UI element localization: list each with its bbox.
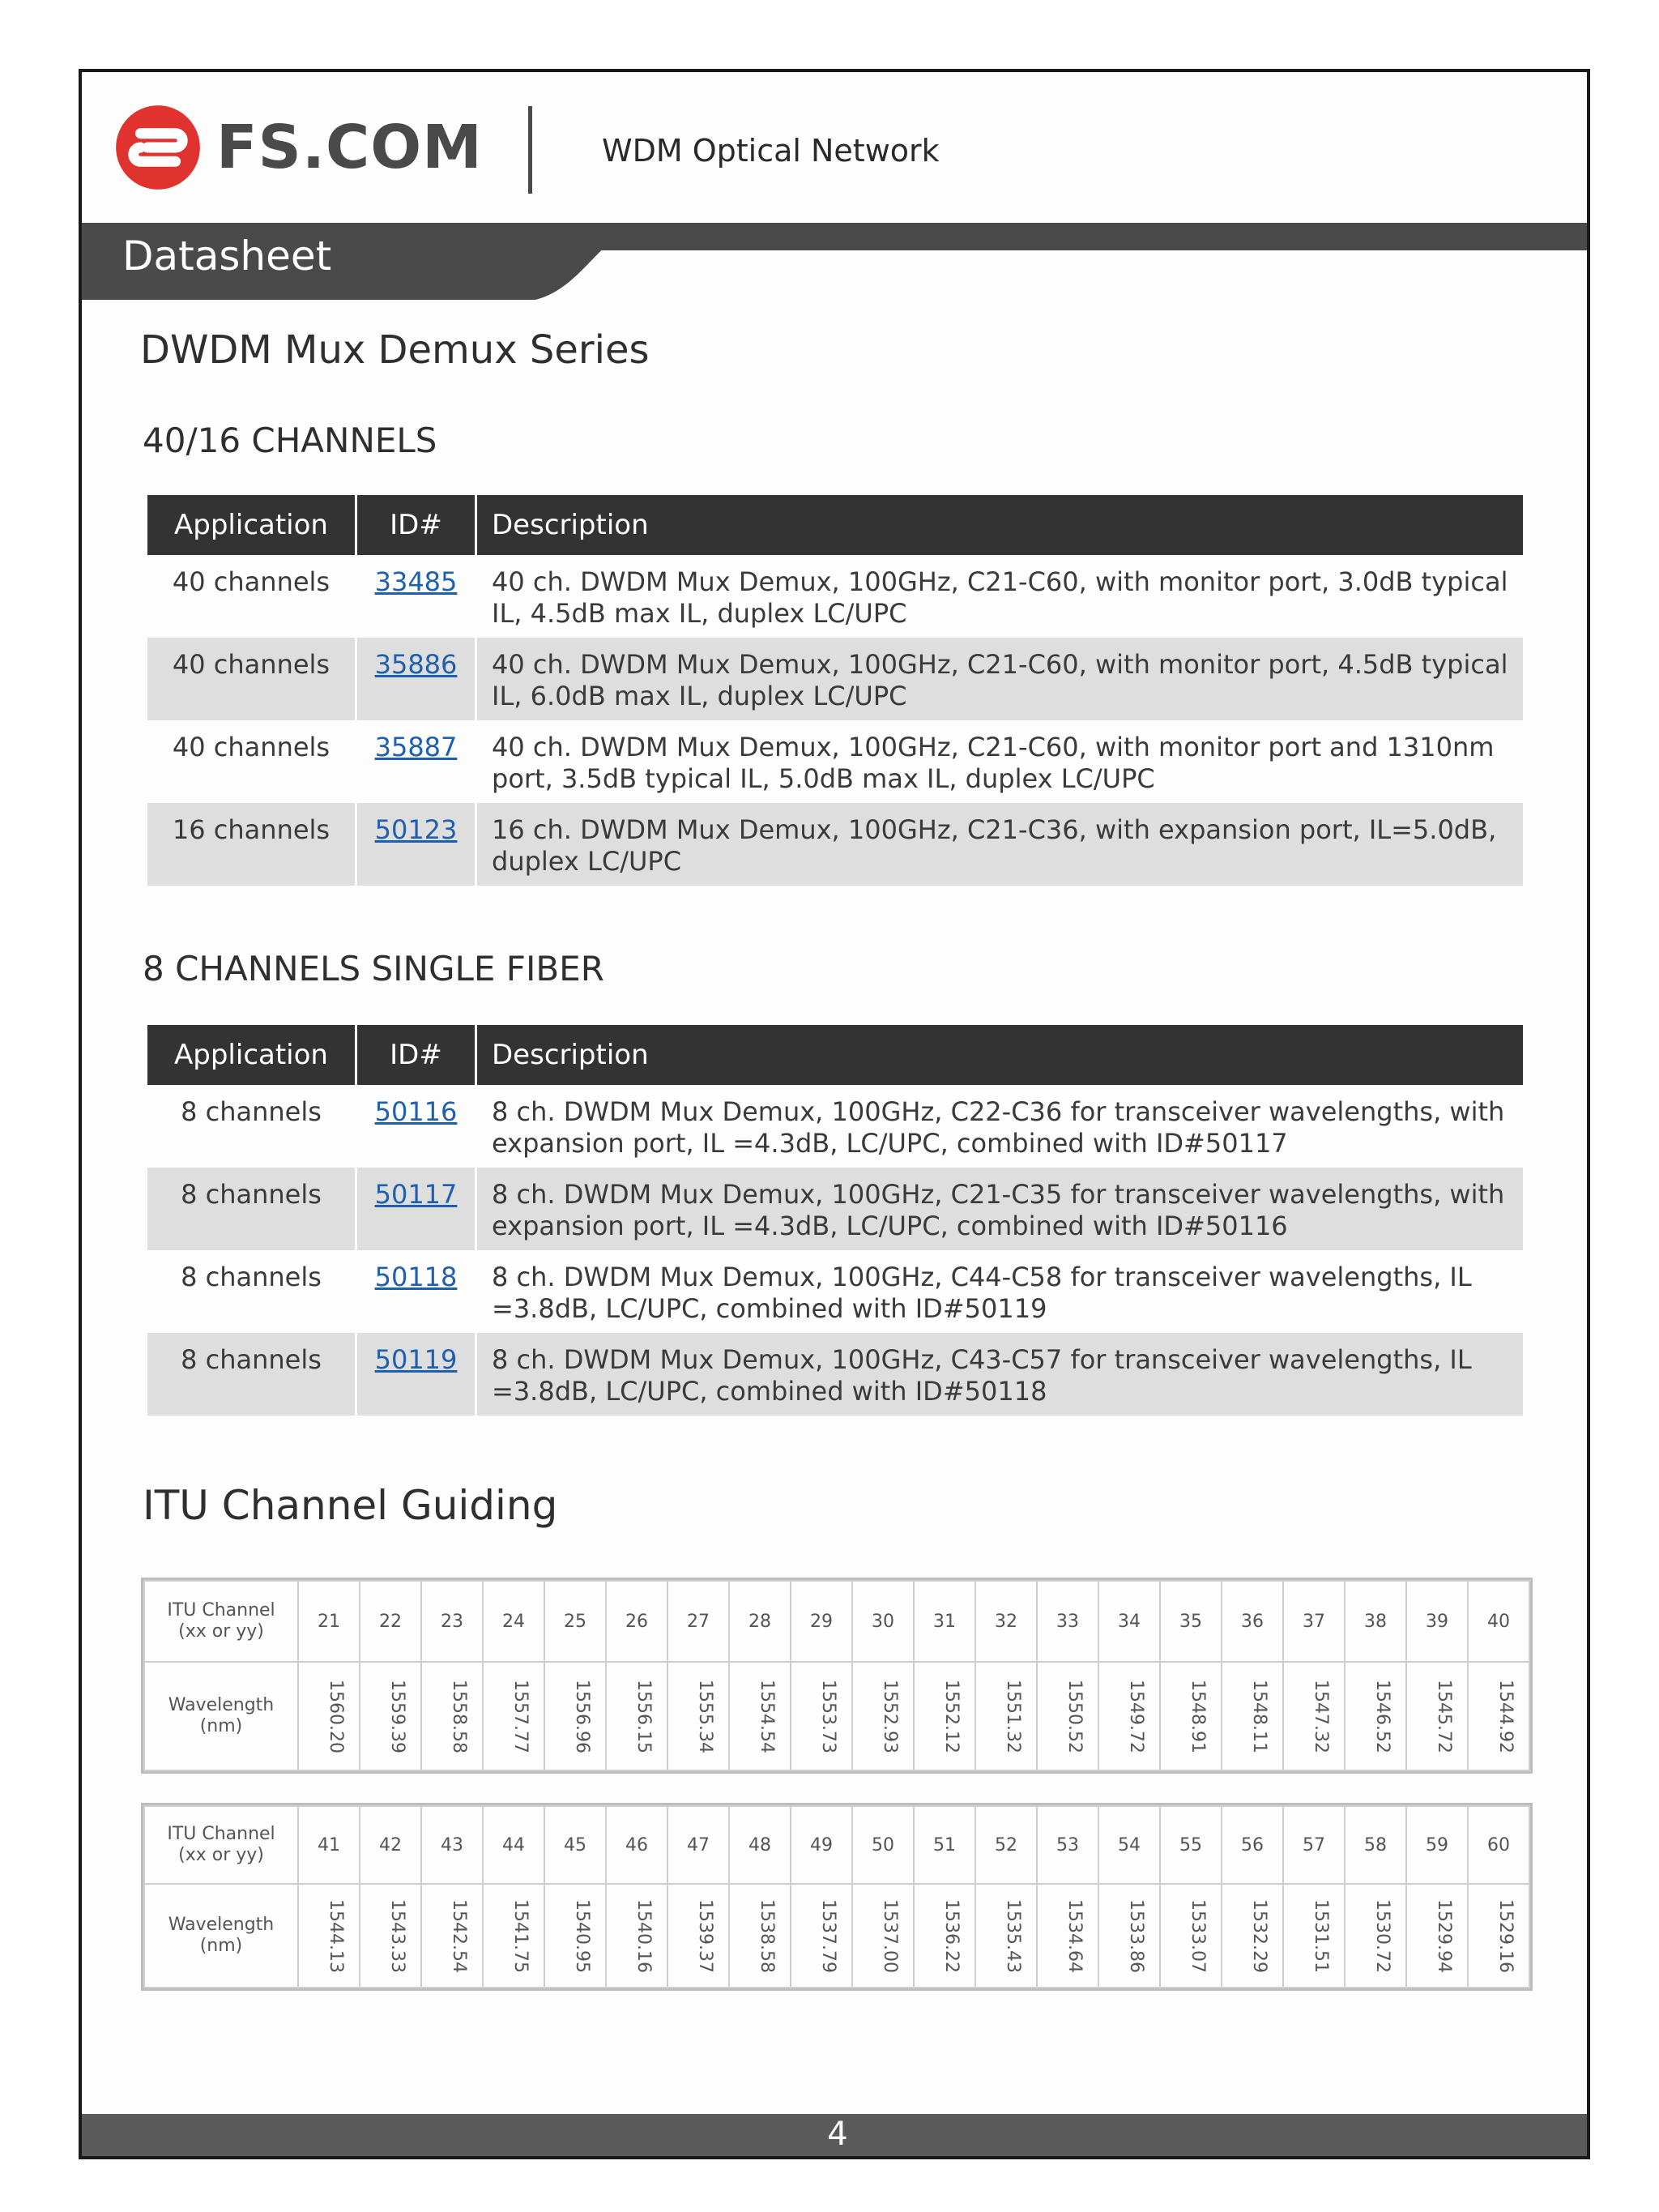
wavelength-value: 1537.00	[879, 1898, 900, 1973]
channel-cell	[298, 1806, 360, 1884]
channel-value: 28	[748, 1611, 771, 1632]
wavelength-value: 1534.64	[1064, 1898, 1085, 1973]
channel-value: 25	[564, 1611, 586, 1632]
wavelength-value: 1549.72	[1125, 1679, 1146, 1753]
channel-cell	[1098, 1581, 1160, 1662]
wavelength-cell	[360, 1884, 421, 1988]
description-cell: 8 ch. DWDM Mux Demux, 100GHz, C21-C35 for transceiver wavelengths, with expansion port, IL =4.3dB, LC/UPC, combined with ID#50116	[477, 1168, 1523, 1250]
application-cell: 40 channels	[147, 638, 355, 720]
channel-cell	[729, 1581, 791, 1662]
spec-table-40-16	[145, 495, 1525, 886]
itu-channel-label-line: ITU Channel	[167, 1824, 275, 1844]
id-link[interactable]: 35887	[374, 732, 458, 762]
column-header: ID#	[357, 495, 475, 555]
table-row	[147, 1333, 1523, 1416]
header-subtitle: WDM Optical Network	[602, 133, 940, 169]
channel-cell	[1468, 1806, 1529, 1884]
channel-cell	[1345, 1806, 1406, 1884]
wavelength-value: 1530.72	[1371, 1898, 1392, 1973]
wavelength-value: 1547.32	[1310, 1679, 1331, 1753]
id-link[interactable]: 33485	[374, 566, 458, 597]
channel-cell	[914, 1806, 975, 1884]
wavelength-cell	[667, 1884, 729, 1988]
wavelength-value: 1556.15	[633, 1679, 654, 1753]
channel-value: 57	[1303, 1834, 1325, 1855]
wavelength-value: 1550.52	[1064, 1679, 1085, 1753]
wavelength-value: 1536.22	[940, 1898, 962, 1973]
wavelength-cell	[1468, 1884, 1529, 1988]
wavelength-cell	[1406, 1662, 1468, 1770]
column-header: ID#	[357, 1025, 475, 1085]
wavelength-cell	[606, 1662, 667, 1770]
channel-cell	[1037, 1581, 1098, 1662]
wavelength-cell	[729, 1662, 791, 1770]
channel-cell	[1283, 1806, 1345, 1884]
itu-channel-label-line: (xx or yy)	[178, 1845, 264, 1865]
channel-value: 45	[564, 1834, 586, 1855]
channel-value: 24	[502, 1611, 525, 1632]
channel-cell	[667, 1581, 729, 1662]
channel-cell	[791, 1806, 852, 1884]
itu-wavelength-row	[144, 1884, 1529, 1988]
wavelength-value: 1540.16	[633, 1898, 654, 1973]
description-cell: 8 ch. DWDM Mux Demux, 100GHz, C43-C57 for transceiver wavelengths, IL =3.8dB, LC/UPC, combined with ID#50118	[477, 1333, 1523, 1416]
wavelength-value: 1542.54	[448, 1898, 469, 1973]
application-cell: 40 channels	[172, 566, 331, 597]
wavelength-value: 1535.43	[1002, 1898, 1023, 1973]
channel-value: 37	[1303, 1611, 1325, 1632]
itu-channel-label	[144, 1581, 298, 1662]
channel-cell	[1222, 1581, 1283, 1662]
wavelength-cell	[1037, 1884, 1098, 1988]
channel-cell	[606, 1581, 667, 1662]
channel-value: 60	[1487, 1834, 1510, 1855]
channel-value: 23	[441, 1611, 463, 1632]
wavelength-cell	[544, 1662, 606, 1770]
wavelength-value: 1543.33	[386, 1898, 407, 1973]
channel-cell	[975, 1581, 1037, 1662]
channel-value: 39	[1426, 1611, 1448, 1632]
logo-text: FS.COM	[216, 113, 483, 182]
page-number: 4	[827, 2116, 848, 2153]
itu-channel-row	[144, 1806, 1529, 1884]
channel-value: 27	[687, 1611, 710, 1632]
channel-cell	[544, 1806, 606, 1884]
channel-cell	[483, 1581, 544, 1662]
table-row	[147, 803, 1523, 886]
wavelength-value: 1545.72	[1433, 1679, 1454, 1753]
column-header: Application	[147, 495, 355, 555]
wavelength-cell	[1406, 1884, 1468, 1988]
channel-value: 46	[625, 1834, 648, 1855]
channel-value: 32	[995, 1611, 1017, 1632]
wavelength-cell	[1345, 1884, 1406, 1988]
wavelength-value: 1541.75	[510, 1898, 531, 1973]
channel-cell	[483, 1806, 544, 1884]
wavelength-cell	[421, 1662, 483, 1770]
channel-value: 31	[933, 1611, 956, 1632]
wavelength-cell	[1222, 1662, 1283, 1770]
channel-value: 41	[318, 1834, 340, 1855]
wavelength-cell	[1283, 1884, 1345, 1988]
description-cell: 40 ch. DWDM Mux Demux, 100GHz, C21-C60, with monitor port, 4.5dB typical IL, 6.0dB max IL, duplex LC/UPC	[477, 638, 1523, 720]
channel-cell	[852, 1806, 914, 1884]
channel-value: 49	[810, 1834, 833, 1855]
header-divider	[528, 106, 532, 194]
channel-value: 29	[810, 1611, 833, 1632]
channel-cell	[360, 1806, 421, 1884]
itu-table-2	[141, 1803, 1533, 1991]
fs-logo-icon	[114, 104, 202, 191]
wavelength-value: 1560.20	[325, 1679, 346, 1753]
channel-cell	[421, 1581, 483, 1662]
banner-title: Datasheet	[122, 233, 332, 280]
channel-value: 43	[441, 1834, 463, 1855]
itu-wavelength-label	[144, 1662, 298, 1770]
wavelength-cell	[1098, 1884, 1160, 1988]
wavelength-value: 1539.37	[694, 1898, 715, 1973]
channel-value: 54	[1118, 1834, 1141, 1855]
channel-value: 58	[1364, 1834, 1387, 1855]
wavelength-value: 1548.91	[1187, 1679, 1208, 1753]
channel-cell	[1345, 1581, 1406, 1662]
channel-cell	[360, 1581, 421, 1662]
itu-wavelength-label-line: Wavelength	[168, 1915, 275, 1935]
channel-value: 55	[1179, 1834, 1202, 1855]
table-row	[147, 1085, 1523, 1168]
wavelength-cell	[729, 1884, 791, 1988]
wavelength-cell	[1160, 1884, 1222, 1988]
channel-value: 47	[687, 1834, 710, 1855]
wavelength-cell	[544, 1884, 606, 1988]
channel-value: 44	[502, 1834, 525, 1855]
channel-cell	[1098, 1806, 1160, 1884]
itu-wavelength-label-line: (nm)	[199, 1936, 243, 1956]
itu-wavelength-label-line: Wavelength	[168, 1695, 275, 1715]
channel-value: 38	[1364, 1611, 1387, 1632]
wavelength-cell	[298, 1662, 360, 1770]
description-cell: 8 ch. DWDM Mux Demux, 100GHz, C44-C58 for transceiver wavelengths, IL =3.8dB, LC/UPC, combined with ID#50119	[492, 1262, 1472, 1324]
wavelength-value: 1544.13	[325, 1898, 346, 1973]
wavelength-cell	[1037, 1662, 1098, 1770]
wavelength-cell	[667, 1662, 729, 1770]
wavelength-cell	[360, 1662, 421, 1770]
channel-cell	[421, 1806, 483, 1884]
spec-table-8-channels	[145, 1025, 1525, 1416]
channel-value: 42	[379, 1834, 402, 1855]
itu-channel-row	[144, 1581, 1529, 1662]
wavelength-value: 1559.39	[386, 1679, 407, 1753]
wavelength-cell	[421, 1884, 483, 1988]
channel-value: 40	[1487, 1611, 1510, 1632]
page-title: DWDM Mux Demux Series	[140, 327, 650, 373]
description-cell: 40 ch. DWDM Mux Demux, 100GHz, C21-C60, with monitor port and 1310nm port, 3.5dB typical IL, 5.0dB max IL, duplex LC/UPC	[492, 732, 1495, 794]
channel-value: 52	[995, 1834, 1017, 1855]
application-cell: 16 channels	[147, 803, 355, 886]
table-row	[147, 638, 1523, 720]
wavelength-cell	[975, 1662, 1037, 1770]
itu-channel-label-line: (xx or yy)	[178, 1621, 264, 1642]
wavelength-cell	[791, 1662, 852, 1770]
fs-logo	[114, 103, 483, 192]
wavelength-cell	[914, 1662, 975, 1770]
table-row	[147, 555, 1523, 638]
application-cell: 8 channels	[181, 1096, 322, 1127]
itu-channel-label-line: ITU Channel	[167, 1600, 275, 1621]
channel-cell	[1222, 1806, 1283, 1884]
itu-channel-label	[144, 1806, 298, 1884]
description-cell: 40 ch. DWDM Mux Demux, 100GHz, C21-C60, with monitor port, 3.0dB typical IL, 4.5dB max IL, duplex LC/UPC	[492, 566, 1508, 629]
channel-value: 22	[379, 1611, 402, 1632]
channel-value: 21	[318, 1611, 340, 1632]
wavelength-value: 1548.11	[1248, 1679, 1269, 1753]
channel-cell	[914, 1581, 975, 1662]
id-link[interactable]: 50123	[357, 803, 475, 886]
description-cell: 8 ch. DWDM Mux Demux, 100GHz, C22-C36 for transceiver wavelengths, with expansion port, IL =4.3dB, LC/UPC, combined with ID#50117	[492, 1096, 1505, 1159]
id-link[interactable]: 50117	[357, 1168, 475, 1250]
wavelength-value: 1546.52	[1371, 1679, 1392, 1753]
wavelength-value: 1554.54	[756, 1679, 777, 1753]
channel-cell	[1160, 1806, 1222, 1884]
channel-cell	[1160, 1581, 1222, 1662]
channel-value: 51	[933, 1834, 956, 1855]
datasheet-page	[79, 69, 1590, 2159]
wavelength-cell	[1098, 1662, 1160, 1770]
wavelength-cell	[852, 1662, 914, 1770]
itu-table-1	[141, 1578, 1533, 1774]
wavelength-cell	[1283, 1662, 1345, 1770]
table-row	[147, 1168, 1523, 1250]
wavelength-cell	[1222, 1884, 1283, 1988]
wavelength-cell	[791, 1884, 852, 1988]
wavelength-cell	[914, 1884, 975, 1988]
wavelength-value: 1533.86	[1125, 1898, 1146, 1973]
channel-cell	[1283, 1581, 1345, 1662]
channel-cell	[667, 1806, 729, 1884]
channel-value: 56	[1241, 1834, 1264, 1855]
channel-cell	[1468, 1581, 1529, 1662]
wavelength-cell	[483, 1884, 544, 1988]
wavelength-value: 1544.92	[1495, 1679, 1516, 1753]
channel-value: 50	[872, 1834, 894, 1855]
channel-value: 36	[1241, 1611, 1264, 1632]
wavelength-value: 1558.58	[448, 1679, 469, 1753]
wavelength-value: 1537.79	[817, 1898, 838, 1973]
wavelength-value: 1540.95	[571, 1898, 592, 1973]
channel-value: 33	[1056, 1611, 1079, 1632]
id-link[interactable]: 50116	[374, 1096, 458, 1127]
wavelength-cell	[606, 1884, 667, 1988]
column-header: Description	[477, 1025, 1523, 1085]
id-link[interactable]: 35886	[357, 638, 475, 720]
wavelength-cell	[1160, 1662, 1222, 1770]
wavelength-value: 1531.51	[1310, 1898, 1331, 1973]
wavelength-value: 1555.34	[694, 1679, 715, 1753]
channel-value: 53	[1056, 1834, 1079, 1855]
id-link[interactable]: 50119	[357, 1333, 475, 1416]
channel-cell	[1406, 1806, 1468, 1884]
table-row	[147, 720, 1523, 803]
wavelength-value: 1552.12	[940, 1679, 962, 1753]
wavelength-value: 1529.94	[1433, 1898, 1454, 1973]
itu-wavelength-row	[144, 1662, 1529, 1770]
channel-value: 35	[1179, 1611, 1202, 1632]
channel-cell	[1406, 1581, 1468, 1662]
channel-cell	[298, 1581, 360, 1662]
wavelength-value: 1553.73	[817, 1679, 838, 1753]
wavelength-cell	[298, 1884, 360, 1988]
channel-value: 34	[1118, 1611, 1141, 1632]
channel-cell	[606, 1806, 667, 1884]
application-cell: 8 channels	[181, 1262, 322, 1292]
wavelength-value: 1557.77	[510, 1679, 531, 1753]
wavelength-cell	[483, 1662, 544, 1770]
channel-cell	[791, 1581, 852, 1662]
section-heading-8-channels: 8 CHANNELS SINGLE FIBER	[143, 949, 604, 989]
channel-value: 59	[1426, 1834, 1448, 1855]
section-heading-itu: ITU Channel Guiding	[143, 1482, 558, 1529]
wavelength-cell	[975, 1884, 1037, 1988]
itu-wavelength-label-line: (nm)	[199, 1716, 243, 1736]
description-cell: 16 ch. DWDM Mux Demux, 100GHz, C21-C36, with expansion port, IL=5.0dB, duplex LC/UPC	[477, 803, 1523, 886]
column-header: Description	[477, 495, 1523, 555]
wavelength-value: 1529.16	[1495, 1898, 1516, 1973]
channel-cell	[1037, 1806, 1098, 1884]
wavelength-cell	[852, 1884, 914, 1988]
application-cell: 8 channels	[147, 1333, 355, 1416]
wavelength-cell	[1468, 1662, 1529, 1770]
channel-cell	[544, 1581, 606, 1662]
application-cell: 40 channels	[172, 732, 331, 762]
channel-cell	[852, 1581, 914, 1662]
wavelength-value: 1552.93	[879, 1679, 900, 1753]
id-link[interactable]: 50118	[374, 1262, 458, 1292]
wavelength-value: 1556.96	[571, 1679, 592, 1753]
channel-value: 48	[748, 1834, 771, 1855]
wavelength-cell	[1345, 1662, 1406, 1770]
channel-cell	[729, 1806, 791, 1884]
table-row	[147, 1250, 1523, 1333]
column-header: Application	[147, 1025, 355, 1085]
wavelength-value: 1538.58	[756, 1898, 777, 1973]
channel-cell	[975, 1806, 1037, 1884]
channel-value: 26	[625, 1611, 648, 1632]
wavelength-value: 1533.07	[1187, 1898, 1208, 1973]
itu-wavelength-label	[144, 1884, 298, 1988]
wavelength-value: 1532.29	[1248, 1898, 1269, 1973]
channel-value: 30	[872, 1611, 894, 1632]
section-heading-40-16: 40/16 CHANNELS	[143, 421, 437, 460]
application-cell: 8 channels	[147, 1168, 355, 1250]
wavelength-value: 1551.32	[1002, 1679, 1023, 1753]
